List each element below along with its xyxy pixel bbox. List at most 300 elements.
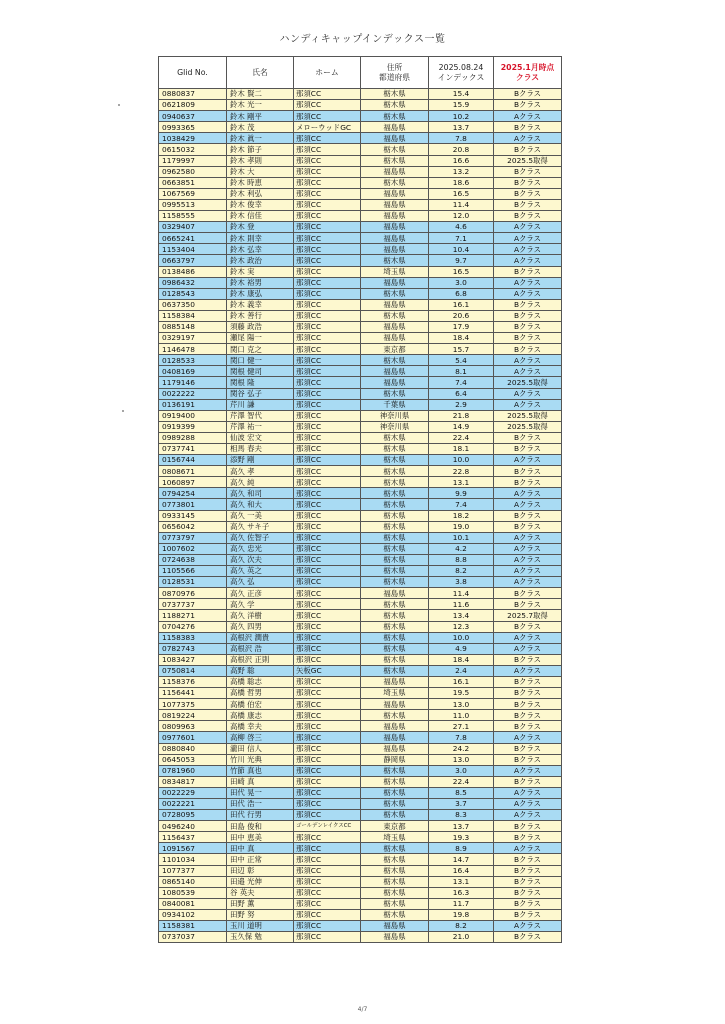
cell-glid-no: 0781960 [159,765,227,776]
cell-class: Bクラス [494,310,562,321]
cell-home-course: 那須CC [294,621,361,632]
cell-class: Aクラス [494,277,562,288]
cell-class: Bクラス [494,909,562,920]
cell-glid-no: 0933145 [159,510,227,521]
cell-glid-no: 0919400 [159,410,227,421]
table-row [159,787,562,798]
cell-glid-no: 1158383 [159,632,227,643]
cell-index: 12.3 [429,621,494,632]
cell-name: 相馬 春夫 [227,444,294,455]
cell-home-course: 那須CC [294,754,361,765]
cell-class: Aクラス [494,133,562,144]
cell-glid-no: 1146478 [159,344,227,355]
cell-name: 田代 浩一 [227,799,294,810]
cell-class: Bクラス [494,821,562,832]
cell-index: 9.7 [429,255,494,266]
cell-index: 8.8 [429,554,494,565]
cell-glid-no: 0022229 [159,787,227,798]
cell-name: 高久 孝 [227,466,294,477]
cell-prefecture: 栃木県 [361,510,429,521]
cell-home-course: 那須CC [294,255,361,266]
table-row [159,710,562,721]
cell-glid-no: 0138486 [159,266,227,277]
cell-home-course: 那須CC [294,366,361,377]
cell-name: 鈴木 節子 [227,144,294,155]
cell-glid-no: 0724638 [159,554,227,565]
cell-prefecture: 東京都 [361,821,429,832]
cell-glid-no: 0637350 [159,299,227,310]
table-row [159,199,562,210]
table-row [159,654,562,665]
cell-home-course: 那須CC [294,410,361,421]
cell-class: Bクラス [494,721,562,732]
cell-index: 11.7 [429,898,494,909]
cell-class: Bクラス [494,699,562,710]
table-row [159,643,562,654]
table-row [159,821,562,832]
table-row [159,488,562,499]
cell-index: 20.6 [429,310,494,321]
cell-prefecture: 栃木県 [361,144,429,155]
cell-home-course: 那須CC [294,399,361,410]
cell-home-course: 那須CC [294,898,361,909]
cell-prefecture: 栃木県 [361,787,429,798]
cell-index: 9.9 [429,488,494,499]
cell-glid-no: 0496240 [159,821,227,832]
cell-name: 鈴木 登 [227,222,294,233]
cell-index: 20.8 [429,144,494,155]
cell-class: Aクラス [494,732,562,743]
cell-glid-no: 0329197 [159,333,227,344]
cell-index: 4.2 [429,543,494,554]
cell-glid-no: 1007602 [159,543,227,554]
cell-index: 8.2 [429,566,494,577]
cell-glid-no: 1158555 [159,211,227,222]
cell-index: 14.9 [429,421,494,432]
cell-home-course: 那須CC [294,233,361,244]
cell-glid-no: 0986432 [159,277,227,288]
cell-glid-no: 1158384 [159,310,227,321]
cell-glid-no: 0663851 [159,177,227,188]
cell-glid-no: 0808671 [159,466,227,477]
cell-name: 田代 行男 [227,810,294,821]
cell-class: Bクラス [494,266,562,277]
cell-home-course: 那須CC [294,632,361,643]
cell-home-course: 那須CC [294,654,361,665]
cell-home-course: 那須CC [294,421,361,432]
cell-glid-no: 0870976 [159,588,227,599]
cell-name: 鈴木 弘幸 [227,244,294,255]
cell-prefecture: 栃木県 [361,887,429,898]
cell-home-course: 那須CC [294,166,361,177]
cell-index: 13.2 [429,166,494,177]
cell-index: 7.8 [429,133,494,144]
cell-index: 24.2 [429,743,494,754]
cell-name: 関口 健一 [227,355,294,366]
cell-name: 玉久保 勉 [227,932,294,943]
cell-prefecture: 福島県 [361,233,429,244]
cell-class: Bクラス [494,621,562,632]
cell-index: 8.3 [429,810,494,821]
cell-prefecture: 福島県 [361,321,429,332]
cell-name: 鈴木 善行 [227,310,294,321]
cell-home-course: 那須CC [294,543,361,554]
cell-name: 玉川 道明 [227,921,294,932]
table-row [159,532,562,543]
cell-glid-no: 0880840 [159,743,227,754]
cell-prefecture: 栃木県 [361,865,429,876]
cell-home-course: 那須CC [294,688,361,699]
cell-glid-no: 1060897 [159,477,227,488]
table-row [159,843,562,854]
cell-prefecture: 栃木県 [361,89,429,100]
cell-class: Bクラス [494,688,562,699]
cell-home-course: 那須CC [294,455,361,466]
cell-index: 19.8 [429,909,494,920]
cell-glid-no: 0136191 [159,399,227,410]
cell-prefecture: 千葉県 [361,399,429,410]
scan-speck [118,104,120,106]
cell-glid-no: 1156437 [159,832,227,843]
cell-index: 19.0 [429,521,494,532]
cell-class: Bクラス [494,854,562,865]
cell-index: 15.9 [429,100,494,111]
cell-index: 8.9 [429,843,494,854]
cell-class: Aクラス [494,222,562,233]
cell-name: 高久 英之 [227,566,294,577]
cell-class: Aクラス [494,244,562,255]
header-glid: Glid No. [159,57,227,89]
cell-name: 高久 一美 [227,510,294,521]
table-row [159,621,562,632]
cell-name: 鈴木 大 [227,166,294,177]
cell-prefecture: 栃木県 [361,799,429,810]
cell-name: 田代 晃一 [227,787,294,798]
cell-index: 22.4 [429,776,494,787]
cell-name: 芹川 謙 [227,399,294,410]
cell-index: 27.1 [429,721,494,732]
cell-home-course: 那須CC [294,765,361,776]
table-row [159,754,562,765]
cell-home-course: 那須CC [294,177,361,188]
table-row [159,832,562,843]
cell-prefecture: 栃木県 [361,654,429,665]
cell-class: 2025.5取得 [494,410,562,421]
cell-prefecture: 福島県 [361,721,429,732]
header-row [159,57,562,89]
cell-home-course: 那須CC [294,721,361,732]
cell-glid-no: 0656042 [159,521,227,532]
page-title: ハンディキャップインデックス一覧 [279,34,446,45]
cell-name: 高久 四男 [227,621,294,632]
cell-prefecture: 栃木県 [361,909,429,920]
cell-prefecture: 福島県 [361,377,429,388]
cell-index: 18.1 [429,444,494,455]
cell-glid-no: 0615032 [159,144,227,155]
cell-prefecture: 神奈川県 [361,421,429,432]
cell-index: 6.4 [429,388,494,399]
cell-class: 2025.7取得 [494,610,562,621]
cell-name: 鈴木 眞一 [227,133,294,144]
cell-name: 高橋 伯宏 [227,699,294,710]
cell-glid-no: 0737737 [159,599,227,610]
cell-class: Aクラス [494,255,562,266]
cell-class: Bクラス [494,654,562,665]
cell-name: 鈴木 光一 [227,100,294,111]
cell-index: 5.4 [429,355,494,366]
cell-name: 添野 剛 [227,455,294,466]
cell-glid-no: 0773797 [159,532,227,543]
header-name: 氏名 [227,57,294,89]
cell-home-course: 那須CC [294,932,361,943]
cell-index: 16.6 [429,155,494,166]
cell-prefecture: 福島県 [361,743,429,754]
cell-name: 高久 学 [227,599,294,610]
cell-index: 10.2 [429,111,494,122]
table-row [159,244,562,255]
cell-index: 7.1 [429,233,494,244]
cell-class: Aクラス [494,488,562,499]
cell-home-course: 那須CC [294,244,361,255]
cell-name: 高久 佐智子 [227,532,294,543]
table-row [159,909,562,920]
cell-name: 高久 純 [227,477,294,488]
table-row [159,155,562,166]
cell-name: 高橋 康志 [227,710,294,721]
cell-index: 22.8 [429,466,494,477]
cell-name: 田辺 彰 [227,865,294,876]
cell-name: 高根沢 浩 [227,643,294,654]
cell-glid-no: 0773801 [159,499,227,510]
cell-prefecture: 栃木県 [361,521,429,532]
table-row [159,499,562,510]
cell-index: 16.5 [429,188,494,199]
cell-name: 鈴木 剛平 [227,111,294,122]
table-row [159,566,562,577]
table-body [159,89,562,943]
cell-prefecture: 福島県 [361,222,429,233]
cell-name: 関根 隆 [227,377,294,388]
cell-class: Bクラス [494,876,562,887]
cell-prefecture: 栃木県 [361,532,429,543]
table-row [159,699,562,710]
cell-class: Aクラス [494,388,562,399]
cell-prefecture: 栃木県 [361,444,429,455]
cell-index: 16.1 [429,676,494,687]
cell-home-course: 那須CC [294,532,361,543]
cell-name: 仙波 宏文 [227,432,294,443]
table-row [159,599,562,610]
table-row [159,665,562,676]
cell-index: 10.0 [429,455,494,466]
cell-glid-no: 1158376 [159,676,227,687]
cell-home-course: 那須CC [294,876,361,887]
cell-glid-no: 1077377 [159,865,227,876]
cell-glid-no: 0782743 [159,643,227,654]
cell-home-course: 那須CC [294,211,361,222]
cell-class: Bクラス [494,299,562,310]
cell-prefecture: 静岡県 [361,754,429,765]
cell-prefecture: 栃木県 [361,632,429,643]
cell-prefecture: 福島県 [361,299,429,310]
cell-name: 鈴木 賢二 [227,89,294,100]
cell-class: Bクラス [494,188,562,199]
cell-class: Bクラス [494,144,562,155]
cell-glid-no: 0989288 [159,432,227,443]
cell-glid-no: 1083427 [159,654,227,665]
cell-home-course: 那須CC [294,188,361,199]
table-row [159,421,562,432]
cell-name: 田邉 光伸 [227,876,294,887]
cell-name: 鈴木 孝則 [227,155,294,166]
cell-index: 17.9 [429,321,494,332]
cell-name: 鈴木 茂 [227,122,294,133]
cell-class: Bクラス [494,166,562,177]
cell-home-course: 那須CC [294,299,361,310]
cell-class: Aクラス [494,554,562,565]
cell-prefecture: 福島県 [361,699,429,710]
cell-glid-no: 1179997 [159,155,227,166]
cell-index: 21.0 [429,932,494,943]
cell-glid-no: 0128543 [159,288,227,299]
table-row [159,100,562,111]
cell-prefecture: 栃木県 [361,876,429,887]
cell-name: 鈴木 利弘 [227,188,294,199]
cell-index: 4.9 [429,643,494,654]
cell-index: 19.5 [429,688,494,699]
cell-index: 13.1 [429,477,494,488]
cell-class: Aクラス [494,566,562,577]
cell-prefecture: 福島県 [361,676,429,687]
cell-home-course: 那須CC [294,710,361,721]
cell-class: Bクラス [494,710,562,721]
cell-home-course: 那須CC [294,810,361,821]
table-row [159,776,562,787]
cell-glid-no: 0737037 [159,932,227,943]
cell-prefecture: 埼玉県 [361,832,429,843]
scan-speck [122,410,124,412]
cell-index: 18.2 [429,510,494,521]
cell-index: 10.4 [429,244,494,255]
table-row [159,466,562,477]
cell-glid-no: 0737741 [159,444,227,455]
cell-glid-no: 0022221 [159,799,227,810]
cell-class: Aクラス [494,233,562,244]
cell-index: 13.0 [429,699,494,710]
cell-prefecture: 福島県 [361,921,429,932]
table-row [159,521,562,532]
table-row [159,688,562,699]
table-row [159,277,562,288]
cell-prefecture: 埼玉県 [361,688,429,699]
cell-prefecture: 福島県 [361,199,429,210]
header-home: ホーム [294,57,361,89]
table-row [159,377,562,388]
cell-prefecture: 栃木県 [361,599,429,610]
cell-glid-no: 0128531 [159,577,227,588]
cell-home-course: 那須CC [294,499,361,510]
cell-prefecture: 栃木県 [361,100,429,111]
cell-index: 13.1 [429,876,494,887]
cell-name: 高久 正彦 [227,588,294,599]
table-row [159,355,562,366]
table-row [159,810,562,821]
cell-class: 2025.5取得 [494,377,562,388]
cell-prefecture: 栃木県 [361,710,429,721]
cell-prefecture: 栃木県 [361,155,429,166]
table-row [159,233,562,244]
cell-home-course: 那須CC [294,144,361,155]
cell-glid-no: 1067569 [159,188,227,199]
cell-glid-no: 0794254 [159,488,227,499]
cell-home-course: 那須CC [294,333,361,344]
cell-glid-no: 0840081 [159,898,227,909]
cell-class: Bクラス [494,177,562,188]
cell-class: Aクラス [494,665,562,676]
table-row [159,266,562,277]
cell-class: Bクラス [494,588,562,599]
cell-prefecture: 栃木県 [361,355,429,366]
table-row [159,344,562,355]
cell-class: Bクラス [494,211,562,222]
cell-prefecture: 福島県 [361,366,429,377]
cell-class: Aクラス [494,455,562,466]
table-row [159,865,562,876]
cell-glid-no: 1179146 [159,377,227,388]
cell-class: Aクラス [494,532,562,543]
cell-index: 11.6 [429,599,494,610]
table-row [159,554,562,565]
cell-index: 16.1 [429,299,494,310]
cell-index: 3.0 [429,765,494,776]
cell-name: 関口 克之 [227,344,294,355]
cell-class: Bクラス [494,754,562,765]
cell-prefecture: 栃木県 [361,665,429,676]
cell-class: Bクラス [494,122,562,133]
cell-glid-no: 1153404 [159,244,227,255]
cell-glid-no: 0750814 [159,665,227,676]
cell-name: 瀬尾 陽一 [227,333,294,344]
cell-home-course: 那須CC [294,466,361,477]
cell-home-course: 那須CC [294,588,361,599]
cell-home-course: 那須CC [294,266,361,277]
cell-prefecture: 栃木県 [361,111,429,122]
cell-home-course: 那須CC [294,676,361,687]
cell-glid-no: 0977601 [159,732,227,743]
cell-glid-no: 0663797 [159,255,227,266]
table-row [159,543,562,554]
cell-prefecture: 神奈川県 [361,410,429,421]
cell-class: Aクラス [494,799,562,810]
cell-glid-no: 1101034 [159,854,227,865]
cell-prefecture: 栃木県 [361,898,429,909]
cell-class: Bクラス [494,865,562,876]
cell-home-course: 那須CC [294,643,361,654]
cell-class: Aクラス [494,810,562,821]
table-row [159,388,562,399]
table-row [159,321,562,332]
cell-name: 田島 俊和 [227,821,294,832]
cell-prefecture: 埼玉県 [361,266,429,277]
cell-home-course: 那須CC [294,100,361,111]
cell-glid-no: 1077375 [159,699,227,710]
cell-class: Aクラス [494,111,562,122]
cell-name: 田中 真 [227,843,294,854]
cell-home-course: メローウッドGC [294,122,361,133]
cell-glid-no: 0728095 [159,810,227,821]
cell-home-course: 那須CC [294,554,361,565]
cell-class: Aクラス [494,355,562,366]
